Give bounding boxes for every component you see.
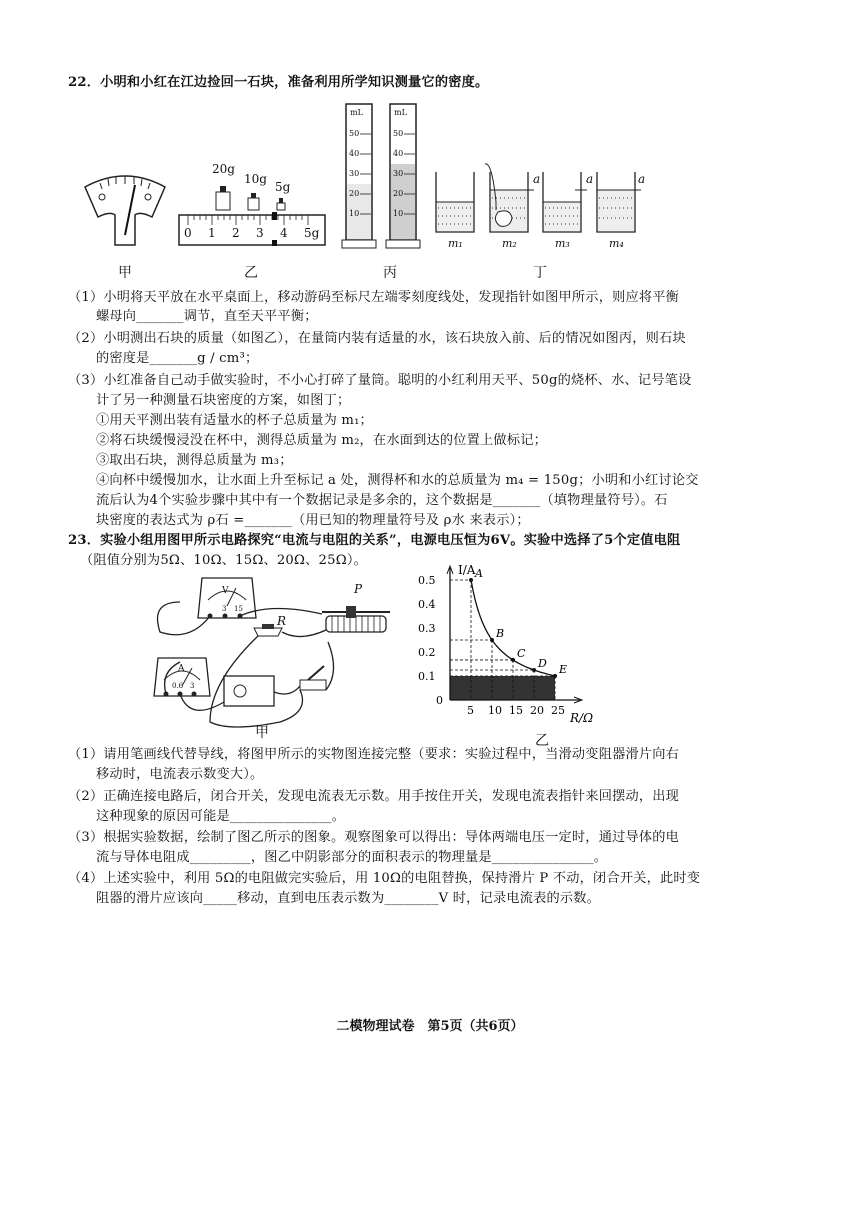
ruler-tick-2: 2	[232, 226, 240, 240]
fig-ding-label: 丁	[533, 265, 547, 281]
cyl2-tick-10: 10	[393, 209, 404, 218]
balance-pointer-figure	[80, 165, 170, 250]
q23-line-5: （3）根据实验数据，绘制了图乙所示的图象。观察图象可以得出：导体两端电压一定时，通过导体的电	[68, 830, 680, 845]
beaker-m4-label: m₄	[609, 237, 624, 250]
page-footer: 二模物理试卷 第5页（共6页）	[336, 1019, 524, 1034]
y-tick-0.1: 0.1	[418, 670, 436, 683]
voltmeter-tick-3: 3	[222, 605, 227, 613]
origin-label: 0	[436, 694, 443, 707]
q22-line-12: 块密度的表达式为 ρ石 =_______（用已知的物理量符号及 ρ水 来表示）；	[96, 513, 530, 528]
x-tick-15: 15	[509, 704, 523, 717]
y-tick-0.4: 0.4	[418, 598, 436, 611]
ruler-tick-4: 4	[280, 226, 288, 240]
q22-line-8: ②将石块缓慢浸没在杯中，测得总质量为 m₂，在水面到达的位置上做标记；	[96, 433, 547, 448]
q22-title: 22．小明和小红在江边捡回一石块，准备利用所学知识测量它的密度。	[68, 75, 489, 90]
mark-a-2: a	[533, 172, 541, 186]
voltmeter-tick-15: 15	[234, 605, 243, 613]
ammeter-tick-3: 3	[190, 682, 195, 690]
weights-ruler-figure	[178, 160, 328, 250]
cyl1-tick-30: 30	[349, 169, 360, 178]
beakers-figure	[430, 162, 650, 257]
mark-a-3: a	[586, 172, 594, 186]
slider-p-label: P	[354, 582, 363, 596]
ruler-tick-1: 1	[208, 226, 216, 240]
ruler-tick-0: 0	[184, 226, 192, 240]
cyl1-tick-20: 20	[349, 189, 360, 198]
weight-5g-label: 5g	[275, 180, 291, 194]
mark-a-4: a	[638, 172, 646, 186]
cyl1-tick-40: 40	[349, 149, 360, 158]
data-point-E	[553, 674, 557, 678]
cyl2-tick-20: 20	[393, 189, 404, 198]
cyl2-tick-50: 50	[393, 129, 404, 138]
resistor-r-label: R	[277, 614, 287, 628]
cyl1-tick-50: 50	[349, 129, 360, 138]
fig-yi-label: 乙	[244, 265, 258, 281]
q23-line-3: （2）正确连接电路后，闭合开关，发现电流表无示数。用手按住开关，发现电流表指针来回摆动，出现	[68, 789, 680, 804]
q22-line-11: 流后认为4个实验步骤中其中有一个数据记录是多余的，这个数据是_______（填物理量符号）。石	[96, 493, 668, 508]
circuit-figure	[150, 572, 410, 732]
y-tick-0.2: 0.2	[418, 646, 436, 659]
cylinders-figure	[340, 100, 430, 255]
cyl2-unit: mL	[394, 108, 407, 117]
q22-line-9: ③取出石块，测得总质量为 m₃；	[96, 453, 293, 468]
ruler-tick-3: 3	[256, 226, 264, 240]
q22-line-10: ④向杯中缓慢加水，让水面上升至标记 a 处，测得杯和水的总质量为 m₄ = 150g；小明和小红讨论交	[96, 473, 699, 488]
cyl1-unit: mL	[350, 108, 363, 117]
y-axis-label: I/A	[458, 563, 476, 577]
x-axis-label: R/Ω	[570, 711, 594, 725]
point-label-E: E	[559, 663, 568, 676]
q22-line-2: 螺母向_______调节，直至天平平衡；	[96, 309, 318, 324]
q23-line-6: 流与导体电阻成_________，图乙中阴影部分的面积表示的物理量是_______________。	[96, 850, 608, 865]
q22-line-5: （3）小红准备自己动手做实验时，不小心打碎了量筒。聪明的小红利用天平、50g的烧杯、水、记号笔设	[68, 373, 692, 388]
data-point-B	[490, 638, 494, 642]
q23-line-4: 这种现象的原因可能是_______________。	[96, 809, 346, 824]
cyl2-tick-30: 30	[393, 169, 404, 178]
x-tick-25: 25	[551, 704, 565, 717]
q23-line-2: 移动时，电流表示数变大）。	[96, 767, 264, 782]
point-label-D: D	[538, 657, 547, 670]
q23-line-7: （4）上述实验中，利用 5Ω的电阻做完实验后，用 10Ω的电阻替换，保持滑片 P 不动，闭合开关，此时变	[68, 871, 701, 886]
fig-bing-label: 丙	[383, 265, 397, 281]
weight-10g-label: 10g	[244, 172, 267, 186]
beaker-m1-label: m₁	[448, 237, 463, 250]
q22-line-1: （1）小明将天平放在水平桌面上，移动游码至标尺左端零刻度线处，发现指针如图甲所示，则应将平衡	[68, 290, 680, 305]
q22-line-3: （2）小明测出石块的质量（如图乙），在量筒内装有适量的水，该石块放入前、后的情况如图丙，则石块	[68, 331, 686, 346]
x-tick-20: 20	[530, 704, 544, 717]
q23-title-2: （阻值分别为5Ω、10Ω、15Ω、20Ω、25Ω）。	[80, 553, 368, 568]
data-point-C	[511, 658, 515, 662]
beaker-m2-label: m₂	[502, 237, 517, 250]
cyl2-tick-40: 40	[393, 149, 404, 158]
q23-line-8: 阻器的滑片应该向_____移动，直到电压表示数为________V 时，记录电流表的示数。	[96, 891, 601, 906]
ammeter-tick-06: 0.6	[172, 682, 184, 690]
fig-jia-label: 甲	[118, 265, 132, 281]
q22-line-7: ①用天平测出装有适量水的杯子总质量为 m₁；	[96, 413, 373, 428]
voltmeter-symbol: V	[222, 586, 229, 596]
y-tick-0.5: 0.5	[418, 574, 436, 587]
x-tick-10: 10	[488, 704, 502, 717]
ammeter-symbol: A	[178, 664, 185, 674]
ruler-tick-5g: 5g	[304, 226, 320, 240]
fig23-jia-label: 甲	[255, 725, 269, 741]
weight-20g-label: 20g	[212, 162, 235, 176]
q23-title-1: 23．实验小组用图甲所示电路探究“电流与电阻的关系”，电源电压恒为6V。实验中选择了5个定值电阻	[68, 533, 681, 548]
y-tick-0.3: 0.3	[418, 622, 436, 635]
cyl1-tick-10: 10	[349, 209, 360, 218]
point-label-B: B	[496, 627, 505, 640]
x-tick-5: 5	[467, 704, 474, 717]
data-point-D	[532, 668, 536, 672]
point-label-C: C	[517, 646, 526, 660]
shaded-area	[450, 676, 555, 700]
point-label-A: A	[475, 567, 483, 580]
q22-line-6: 计了另一种测量石块密度的方案，如图丁；	[96, 393, 351, 408]
beaker-m3-label: m₃	[555, 237, 570, 250]
data-point-A	[469, 578, 473, 582]
ir-graph	[410, 560, 610, 750]
q22-line-4: 的密度是_______g / cm³；	[96, 351, 259, 366]
q23-line-1: （1）请用笔画线代替导线，将图甲所示的实物图连接完整（要求：实验过程中，当滑动变阻器滑片向右	[68, 747, 680, 762]
fig23-yi-label: 乙	[535, 733, 549, 749]
